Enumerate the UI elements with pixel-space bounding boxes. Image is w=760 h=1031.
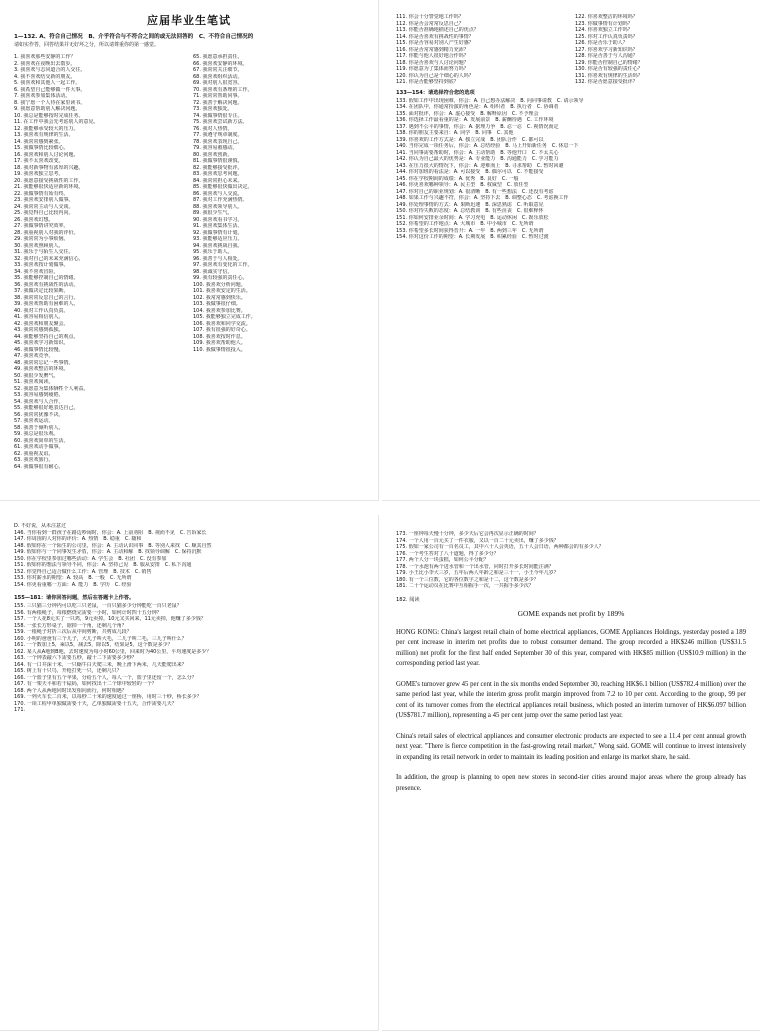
question-item: 90. 我喜欢看书学习。 xyxy=(193,216,243,223)
question-item: 44. 我能够坚持自己的观点。 xyxy=(14,333,79,340)
question-item: 176. 一个考生答对了八十道题，得了多少分？ xyxy=(396,550,499,557)
question-item: 126. 你是否乐于助人？ xyxy=(575,40,628,46)
question-item: 3. 我喜欢与志同道合的人交往。 xyxy=(14,67,86,73)
question-item: 64. 我做事很有耐心。 xyxy=(14,463,64,470)
question-item: 149. 你处理事情的方式：A. 果断迅速 B. 深思熟虑 C. 听取意见 xyxy=(396,201,544,208)
question-item: 25. 我觉得自己比较内向。 xyxy=(14,210,74,216)
question-item: 97. 我喜欢有变化的工作。 xyxy=(193,262,253,268)
question-item: 108. 我喜欢按时作息。 xyxy=(193,333,246,340)
question-item: 37. 我做决定比较果断。 xyxy=(14,288,69,294)
question-item: 24. 我常常主动与人交谈。 xyxy=(14,203,74,210)
question-item: 79. 我容易被感动。 xyxy=(193,145,238,151)
question-item: 99. 我有较强的责任心。 xyxy=(193,275,248,281)
question-item: 120. 你认为自己是个细心的人吗？ xyxy=(396,72,474,79)
question-item: 65. 我愿意承担责任。 xyxy=(193,54,243,60)
question-item: 181. 二十个运动员在比赛中互相握手一次，一共握手多少次？ xyxy=(396,583,534,589)
question-item: 175. 假如一家公司有一百名员工，其中六十人会英语，五十人会日语，两种都会的有多少人？ xyxy=(396,544,604,550)
question-item: 46. 我做事情比较慢。 xyxy=(14,346,64,353)
question-item: 102. 我常常感到快乐。 xyxy=(193,294,246,301)
question-item: 141. 当同事需要帮助时，你会：A. 主动帮助 B. 等他开口 C. 不太关心 xyxy=(396,149,559,156)
question-item: 113. 你能否准确地描述自己的优点？ xyxy=(396,27,479,33)
reading-section-tag: 182. 阅读 xyxy=(396,596,420,603)
question-item: 52. 我愿意为集体牺牲个人利益。 xyxy=(14,385,89,392)
question-item: 21. 我能够很快适应新的环境。 xyxy=(14,184,84,190)
question-item: 179. 小王比小李大三岁，五年后两人年龄之和是三十一，小王今年几岁？ xyxy=(396,570,559,576)
page-title: 应届毕业生笔试 xyxy=(147,14,231,27)
question-item: 7. 我喜欢参加集体活动。 xyxy=(14,93,71,99)
question-item: 47. 我喜欢竞争。 xyxy=(14,353,54,359)
article-paragraph: GOME's turnover grew 45 per cent in the six months ended September 30, reaching HK$6.1 billion (US$782.4 million) over the same period last year, while the interim gross profit margin improved from 7.2 to 10 per cent. According to the group, 99 per cent of its turnover comes from the electrical appliances retail business, which posted an interim turnover of HK$6.097 billion (US$781.7 million), representing a 45 per cent jump over the same period last year. xyxy=(396,680,746,719)
question-item: 77. 我遵守规章制度。 xyxy=(193,132,243,138)
question-item: 111. 你会十分警觉地工作吗？ xyxy=(396,14,464,20)
question-item: 177. 两个人分一块蛋糕，如何公平分配？ xyxy=(396,557,489,563)
question-item: 8. 我宁愿一个人待在家里读书。 xyxy=(14,99,86,106)
question-item: 162. 某人从A地到B地，去时速度为每小时60公里，回来时为40公里，平均速度是多少？ xyxy=(14,648,212,655)
question-item: 78. 我喜欢表现自己。 xyxy=(193,138,243,145)
question-item: 151. 假如你的想法与领导不同，你会：A. 坚持己见 B. 服从安排 C. 私下沟通 xyxy=(14,562,192,568)
question-item: 6. 我希望自己能够做一件大事。 xyxy=(14,86,86,93)
question-item: 115. 你是否容易对别人产生好感？ xyxy=(396,40,474,46)
question-item: 142. 你认为自己最大的优势是：A. 专业能力 B. 沟通能力 C. 学习能力 xyxy=(396,156,559,162)
question-item: 11. 在工作中我会先考虑别人的意见。 xyxy=(14,119,99,125)
question-item: 60. 我喜欢简单的生活。 xyxy=(14,437,69,444)
question-item: 137. 遇到不公平的事情，你会：A. 据理力争 B. 忍一忍 C. 视情况而定 xyxy=(396,123,559,130)
question-item: 117. 你能与他人很好地合作吗？ xyxy=(396,53,469,59)
question-item: 51. 我喜欢阅读。 xyxy=(14,379,54,385)
question-item: 43. 我常常感到孤独。 xyxy=(14,327,64,333)
question-item: 19. 我喜欢独立思考。 xyxy=(14,171,64,177)
question-item: 87. 我对工作充满热情。 xyxy=(193,197,248,203)
question-item: 83. 我喜欢思考问题。 xyxy=(193,171,243,177)
question-item: 36. 我喜欢有挑战性的活动。 xyxy=(14,281,79,288)
question-item: 49. 我喜欢整洁的环境。 xyxy=(14,366,69,372)
question-item: 138. 你的朋友主要来自：A. 同学 B. 同事 C. 其他 xyxy=(396,130,514,136)
question-item: 148. 如果工作与兴趣不符，你会：A. 坚持下去 B. 调整心态 C. 考虑换工作 xyxy=(396,195,569,201)
question-item: 22. 我做事情有始有终。 xyxy=(14,190,69,197)
question-item: 32. 我对自己的未来充满信心。 xyxy=(14,255,84,262)
question-item: 31. 我乐于与陌生人交往。 xyxy=(14,249,74,255)
question-item: 48. 我常常忘记一些事情。 xyxy=(14,359,74,366)
question-item: 82. 我能够接受批评。 xyxy=(193,164,243,171)
question-item: 62. 我重视友谊。 xyxy=(14,450,54,457)
question-item: 167. 有一架天平和若干砝码，如何找出十二个球中较轻的一个？ xyxy=(14,681,157,687)
question-item: 1. 我喜欢那些安静的工作？ xyxy=(14,54,76,60)
question-item: 153. 你对薪水的期望：A. 较高 B. 一般 C. 无所谓 xyxy=(14,575,132,581)
question-item: 15. 我做事情比较细心。 xyxy=(14,145,69,151)
question-item: 66. 我喜欢安静的环境。 xyxy=(193,60,248,67)
question-item: 91. 我喜欢集体生活。 xyxy=(193,223,243,229)
top-right-column xyxy=(575,14,746,86)
question-item: 81. 我做事情很谨慎。 xyxy=(193,158,243,164)
question-item: 69. 我对别人很宽容。 xyxy=(193,80,243,86)
question-item: 139. 你喜欢的工作方式是：A. 独立完成 B. 团队合作 C. 都可以 xyxy=(396,136,544,143)
question-item: 12. 我能够承受较大的压力。 xyxy=(14,125,79,132)
question-item: 101. 我喜欢安定的生活。 xyxy=(193,288,251,294)
question-item: 59. 我总是很乐观。 xyxy=(14,431,59,437)
question-item: 109. 我喜欢帮助他人。 xyxy=(193,340,246,346)
top-question-columns xyxy=(382,14,760,86)
question-item: 4. 我不喜欢结交新的朋友。 xyxy=(14,73,76,80)
question-item: 54. 我喜欢与人合作。 xyxy=(14,398,64,405)
page-2 xyxy=(382,0,760,501)
question-item: 5. 我喜欢和其他人一起工作。 xyxy=(14,80,81,86)
question-item: 154. 你对这份工作的期望：A. 长期发展 B. 积累经验 C. 暂时过渡 xyxy=(396,234,549,240)
right-question-column xyxy=(193,54,364,470)
question-item: 27. 我做事情讲究效率。 xyxy=(14,223,69,229)
question-item: 180. 有一个三位数，它的各位数字之和是十二，这个数是多少？ xyxy=(396,576,539,583)
question-item: 105. 我能够独立完成工作。 xyxy=(193,314,256,320)
section-heading: 155—181：请你回答问题，然后在答题卡上作答。 xyxy=(14,595,135,601)
question-item: 71. 我常常帮助同事。 xyxy=(193,93,243,99)
question-item: 41. 我容易相信别人。 xyxy=(14,314,64,320)
question-item: 130. 你是否有较强的责任心？ xyxy=(575,66,643,72)
question-item: 40. 我对工作认真负责。 xyxy=(14,307,69,314)
question-item: 148. 假如你在一个陌生的公司里，你会：A. 主动认识同事 B. 等别人来找 C. 顺其自然 xyxy=(14,542,212,549)
question-item: 95. 我乐于助人。 xyxy=(193,249,233,255)
question-item: 55. 我能够很好地表达自己。 xyxy=(14,405,79,411)
question-item: 61. 我喜欢动手做事。 xyxy=(14,444,64,450)
question-item: 152. 你希望的工作地点：A. 大城市 B. 中小城市 C. 无所谓 xyxy=(396,221,534,227)
question-item: 127. 你喜欢学习新知识吗？ xyxy=(575,46,638,53)
top-left-column xyxy=(396,14,567,86)
question-item: 149. 假如你与一个同事发生矛盾，你会：A. 主动和解 B. 找领导调解 C. 保持沉默 xyxy=(14,549,202,555)
question-item: 164. 有一口井深十米，一只蜗牛白天爬三米，晚上滑下两米，几天能爬出来？ xyxy=(14,661,187,668)
question-item: 153. 你希望多长时间获得晋升：A. 一年 B. 两到三年 C. 无所谓 xyxy=(396,227,544,234)
question-item: 160. 小明的爸爸有三个儿子，大儿子叫大毛，二儿子叫二毛，三儿子叫什么？ xyxy=(14,635,187,642)
question-item: 26. 我喜欢幻想。 xyxy=(14,216,54,223)
question-item: 33. 我喜欢按计划做事。 xyxy=(14,262,69,268)
question-item: 75. 我喜欢尝试新方法。 xyxy=(193,119,248,125)
question-item: 131. 你喜欢有规律的生活吗？ xyxy=(575,72,643,79)
question-item: D. 不好说，从未注意过 xyxy=(14,523,67,529)
question-item: 136. 你选择工作最看重的是：A. 发展前景 B. 薪酬待遇 C. 工作环境 xyxy=(396,117,554,123)
choice-question-list xyxy=(396,98,746,241)
question-item: 58. 我善于倾听别人。 xyxy=(14,424,64,431)
question-item: 116. 你是否常常感到精力充沛？ xyxy=(396,46,469,53)
question-item: 72. 我善于解决问题。 xyxy=(193,99,243,106)
question-item: 178. 一个水池有两个进水管和一个出水管，同时打开多长时间能注满？ xyxy=(396,563,554,570)
question-item: 152. 你觉得自己适合做什么工作：A. 管理 B. 技术 C. 销售 xyxy=(14,568,152,575)
question-item: 112. 你是否会常常反思自己？ xyxy=(396,20,464,27)
question-item: 88. 我喜欢领导别人。 xyxy=(193,203,243,210)
question-item: 140. 当你完成一项任务后，你会：A. 总结经验 B. 马上开始新任务 C. 休息一下 xyxy=(396,143,579,149)
question-item: 2. 我喜欢在夜晚出去散步。 xyxy=(14,60,76,67)
question-item: 93. 我能够适应压力。 xyxy=(193,236,243,242)
question-item: 96. 我善于与人相处。 xyxy=(193,255,243,262)
question-item: 29. 我常常为小事烦恼。 xyxy=(14,236,69,242)
question-item: 161. 一个数加上5，乘以5，减去5，除以5，结果是5，这个数是多少？ xyxy=(14,642,173,648)
question-item: 125. 你对工作认真负责吗？ xyxy=(575,33,638,40)
logic-question-list xyxy=(14,603,364,714)
question-item: 118. 你是否喜欢与人讨论问题？ xyxy=(396,59,469,66)
question-item: 68. 我喜欢组织活动。 xyxy=(193,73,243,80)
question-item: 110. 我做事情很投入。 xyxy=(193,346,246,353)
question-item: 144. 你对加班的看法是：A. 可以接受 B. 偶尔可以 C. 不能接受 xyxy=(396,169,544,175)
question-item: 18. 我对新事物有浓厚的兴趣。 xyxy=(14,164,84,171)
question-item: 84. 我常常担心未来。 xyxy=(193,177,243,184)
question-item: 14. 我常常感到紧张。 xyxy=(14,138,64,145)
question-item: 42. 我喜欢和朋友聚会。 xyxy=(14,320,69,327)
section-heading: 133—154：请选择符合您的选项 xyxy=(396,89,475,96)
question-item: 150. 你对待失败的态度：A. 总结教训 B. 有些沮丧 C. 很难释怀 xyxy=(396,208,544,214)
question-item: 23. 我喜欢安排别人做事。 xyxy=(14,197,74,203)
question-item: 169. 一列火车长二百米，以每秒二十米的速度通过一座桥，用时三十秒，桥长多少？ xyxy=(14,694,202,700)
question-item: 17. 我不太喜欢改变。 xyxy=(14,158,64,164)
question-item: 168. 两个人从两地同时出发相向而行，何时相遇？ xyxy=(14,687,127,694)
question-item: 85. 我能够很快做出决定。 xyxy=(193,184,253,190)
question-item: 121. 你是否能够坚持到底？ xyxy=(396,79,459,85)
question-item: 159. 一根绳子对折三次后从中间剪断，共剪成几段？ xyxy=(14,629,132,635)
article-paragraph: HONG KONG: China's largest retail chain of home electrical appliances, GOME Appliances Holdings, yesterday posted a 189 per cent increase in interim net profits due to robust consumer demand. The group recorded a HK$246 million (US$31.5 million) net profit for the first half ended September 30 of this year, compared with HK$85 million (US$10.9 million) in the corresponding period last year. xyxy=(396,628,746,667)
question-item: 34. 我不喜欢冒险。 xyxy=(14,268,59,275)
question-item: 76. 我对人热情。 xyxy=(193,125,233,132)
question-item: 122. 你喜欢整洁的环境吗？ xyxy=(575,14,638,20)
question-item: 150. 你在学校里参加过哪些活动：A. 学生会 B. 社团 C. 没有参加 xyxy=(14,555,167,562)
question-item: 132. 你是否愿意接受批评？ xyxy=(575,79,638,85)
question-item: 70. 我喜欢有条理的工作。 xyxy=(193,86,253,93)
choice-question-list xyxy=(14,523,364,588)
question-item: 20. 我愿意接受挑战性的工作。 xyxy=(14,177,84,184)
question-item: 147. 你周围的人对你的评价：A. 热情 B. 稳重 C. 随和 xyxy=(14,536,142,542)
question-item: 135. 面对批评，你会：A. 虚心接受 B. 解释原因 C. 不予理会 xyxy=(396,110,539,117)
question-item: 35. 我能够控制自己的情绪。 xyxy=(14,275,79,281)
question-item: 30. 我喜欢照顾别人。 xyxy=(14,242,64,249)
question-item: 145. 你在学校期间的成绩：A. 优秀 B. 良好 C. 一般 xyxy=(396,175,519,182)
question-item: 98. 我诚实守信。 xyxy=(193,268,233,275)
question-item: 92. 我做事情有计划。 xyxy=(193,229,243,236)
question-item: 63. 我喜欢旅行。 xyxy=(14,457,54,463)
question-item: 119. 你愿意为了集体而努力吗？ xyxy=(396,66,469,72)
question-item: 38. 我常常反思自己的言行。 xyxy=(14,294,79,301)
question-item: 163. 一个钟表敲六下需要五秒，敲十二下需要多少秒？ xyxy=(14,655,137,661)
question-item: 158. 一张长方形桌子，锯掉一个角，还剩几个角？ xyxy=(14,622,127,629)
page-4 xyxy=(382,515,760,1031)
question-item: 50. 我很少发脾气。 xyxy=(14,372,59,379)
article-paragraph: In addition, the group is planning to open new stores in second-tier cities around major areas where the group already has presence. xyxy=(396,774,746,792)
question-item: 155. 三只猫三分钟内可以吃三只老鼠，一百只猫多少分钟能吃一百只老鼠？ xyxy=(14,603,182,609)
question-columns xyxy=(0,54,378,470)
question-item: 86. 我喜欢与人交流。 xyxy=(193,190,243,197)
question-item: 166. 一个篮子里有五个苹果，分给五个人，每人一个，篮子里还留一个，怎么分？ xyxy=(14,674,197,681)
question-item: 143. 在压力很大的情况下，你会：A. 迎难而上 B. 寻求帮助 C. 暂时回避 xyxy=(396,162,564,169)
question-item: 128. 你是否善于与人沟通？ xyxy=(575,53,638,59)
question-item: 134. 在团队中，你通常扮演的角色是：A. 组织者 B. 执行者 C. 协调者 xyxy=(396,104,559,110)
question-item: 123. 你做事情有计划吗？ xyxy=(575,20,633,27)
question-item: 45. 我喜欢学习新知识。 xyxy=(14,340,69,346)
question-item: 16. 我喜欢和别人讨论问题。 xyxy=(14,151,79,158)
question-item: 107. 我有很强的好奇心。 xyxy=(193,327,251,333)
question-item: 56. 我常常犹豫不决。 xyxy=(14,411,64,418)
article-title: GOME expands net profit by 189% xyxy=(517,608,625,618)
question-item: 57. 我喜欢运动。 xyxy=(14,418,54,424)
question-item: 104. 我喜欢参加比赛。 xyxy=(193,307,246,314)
instruction-subtitle: 请如实作答，回答结果并无好坏之分，所以请尊重你的第一感觉。 xyxy=(14,42,160,48)
question-item: 89. 我很少生气。 xyxy=(193,210,233,216)
question-item: 173. 一座钟每天慢十分钟，多少天后它会再次显示正确的时间？ xyxy=(396,531,539,537)
question-item: 146. 当你看到一群孩子在路边吵闹时，你会：A. 上前劝阻 B. 视而不见 C. 告诉家长 xyxy=(14,529,207,536)
left-question-column xyxy=(14,54,185,470)
question-item: 94. 我喜欢挑战自我。 xyxy=(193,242,243,249)
question-item: 67. 我常常关注细节。 xyxy=(193,67,243,73)
question-item: 124. 你喜欢独立工作吗？ xyxy=(575,27,633,33)
question-item: 9. 我愿意帮助别人解决问题。 xyxy=(14,106,81,112)
question-item: 170. 一项工程甲单独做需要十天，乙单独做需要十五天，合作需要几天？ xyxy=(14,700,177,707)
question-item: 106. 我喜欢和同学交流。 xyxy=(193,320,251,327)
question-item: 165. 树上有十只鸟，开枪打死一只，还剩几只？ xyxy=(14,668,122,674)
question-item: 13. 我喜欢有规律的生活。 xyxy=(14,132,74,138)
question-item: 133. 假如工作中出现困难，你会：A. 自己想办法解决 B. 向同事请教 C. 请示领导 xyxy=(396,97,584,104)
question-item: 28. 我重视别人对我的评价。 xyxy=(14,229,79,236)
question-item: 74. 我做事情很专注。 xyxy=(193,112,243,119)
question-item: 147. 你对自己的职业规划：A. 很清晰 B. 有一些想法 C. 还没有考虑 xyxy=(396,188,554,195)
question-item: 103. 我做事很仔细。 xyxy=(193,301,241,307)
question-item: 114. 你是否喜欢有挑战性的事情？ xyxy=(396,33,474,40)
question-item: 174. 一个人用一百元买了一件衣服，又以一百二十元卖出，赚了多少钱？ xyxy=(396,537,559,544)
page-3 xyxy=(0,515,379,1031)
question-item: 80. 我喜欢创新。 xyxy=(193,151,233,158)
question-item: 171. xyxy=(14,707,26,713)
question-item: 154. 你更看重哪一方面：A. 能力 B. 学历 C. 经验 xyxy=(14,581,132,588)
question-item: 100. 我喜欢分析问题。 xyxy=(193,281,246,288)
question-item: 146. 你更喜欢哪种领导：A. 民主型 B. 权威型 C. 放任型 xyxy=(396,182,529,188)
question-item: 53. 我容易感到疲倦。 xyxy=(14,392,64,398)
logic-question-list xyxy=(396,531,746,590)
question-item: 129. 你能否控制自己的情绪？ xyxy=(575,59,643,66)
question-item: 151. 你如何安排业余时间：A. 学习充电 B. 运动休闲 C. 娱乐放松 xyxy=(396,214,549,221)
instruction-label: 1—132. A、符合自己情况 B、介乎符合与不符合之间的或无法回答的 C、不符合自己情况的 xyxy=(14,34,254,40)
page-1 xyxy=(0,0,379,501)
question-item: 156. 有两根绳子，每根燃烧完需要一小时，如何计时四十五分钟？ xyxy=(14,609,162,616)
question-item: 157. 一个人花8元买了一只鸡，9元卖掉，10元又买回来，11元卖掉，他赚了多少钱？ xyxy=(14,616,206,622)
question-item: 10. 我总是能够按时完成任务。 xyxy=(14,112,84,119)
article-paragraph: China's retail sales of electrical appliances and consumer electronic products are expected to see a 11.4 per cent annual growth next year. "There is fierce competition in the fast-growing retail market," Wong said. GOME will continue to invest intensively in expanding its retail network in order to maintain its leading position and enlarge its market share, he said. xyxy=(396,732,746,761)
question-item: 73. 我喜欢独处。 xyxy=(193,106,233,112)
question-item: 39. 我喜欢帮助有困难的人。 xyxy=(14,301,79,307)
